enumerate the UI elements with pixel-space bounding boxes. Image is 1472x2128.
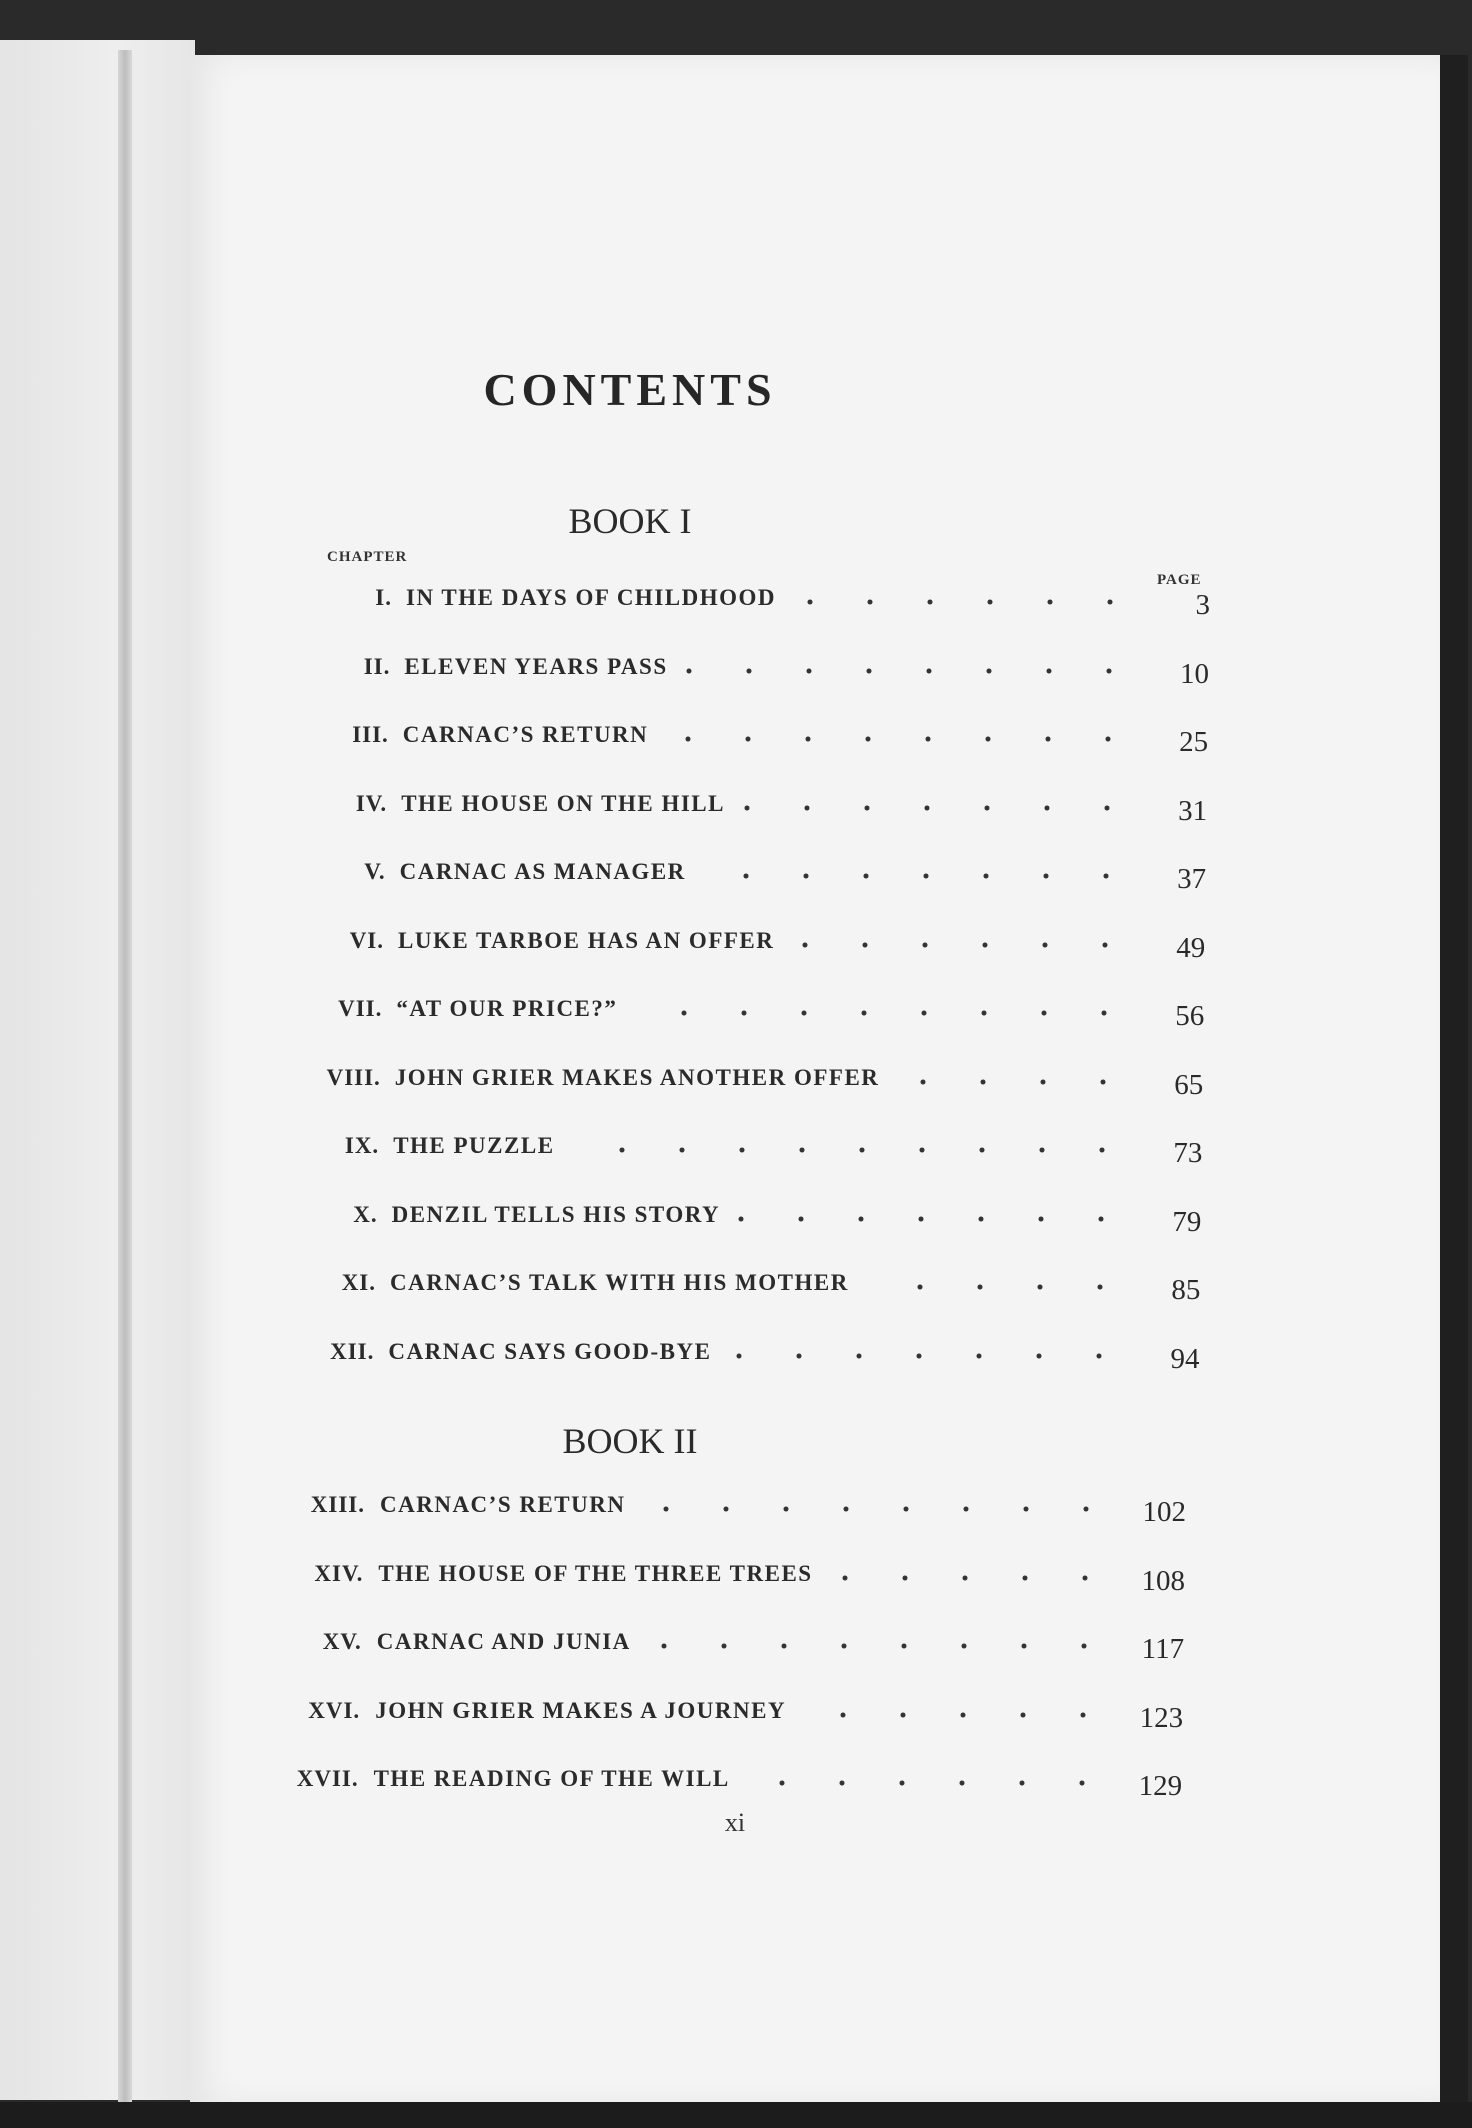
chapter-number: IV. xyxy=(355,790,388,816)
chapter-title: CARNAC’S TALK WITH HIS MOTHER xyxy=(390,1270,849,1295)
toc-entry xyxy=(0,1133,1440,1173)
page-number: 25 xyxy=(1179,726,1209,758)
chapter-title: JOHN GRIER MAKES ANOTHER OFFER xyxy=(394,1064,880,1090)
chapter-number: VI. xyxy=(349,927,384,953)
toc-entry xyxy=(0,585,1440,625)
page-title: CONTENTS xyxy=(483,364,777,415)
dot-leader xyxy=(725,1351,1129,1361)
chapter-title: CARNAC’S RETURN xyxy=(402,722,649,747)
page-number: 85 xyxy=(1171,1274,1201,1306)
chapter-title: CARNAC SAYS GOOD-BYE xyxy=(388,1338,712,1364)
toc-entry xyxy=(0,791,1440,831)
chapter-title: CARNAC’S RETURN xyxy=(380,1492,626,1517)
chapter-title: THE PUZZLE xyxy=(393,1133,555,1158)
toc-entry xyxy=(0,1202,1440,1242)
chapter-title: THE HOUSE ON THE HILL xyxy=(401,790,725,816)
chapter-number: XIII. xyxy=(310,1492,365,1517)
toc-entry xyxy=(0,1065,1440,1105)
toc-entry xyxy=(0,1561,1440,1601)
dot-leader xyxy=(639,1504,1116,1514)
toc-entry xyxy=(0,1766,1440,1806)
page-number: 37 xyxy=(1177,863,1207,895)
toc-entry xyxy=(0,1270,1440,1310)
chapter-number: I. xyxy=(375,585,392,610)
dot-leader xyxy=(826,1573,1115,1583)
page-number: 73 xyxy=(1173,1137,1203,1169)
page-number: 102 xyxy=(1142,1496,1186,1528)
book-1-heading: BOOK I xyxy=(568,501,692,541)
dot-leader xyxy=(631,1008,1134,1018)
chapter-title: CARNAC AS MANAGER xyxy=(399,859,686,884)
chapter-title: THE HOUSE OF THE THREE TREES xyxy=(378,1560,813,1586)
chapter-title: ELEVEN YEARS PASS xyxy=(404,653,668,679)
dot-leader xyxy=(681,666,1139,676)
chapter-number: VIII. xyxy=(326,1064,381,1090)
chapter-column-label: CHAPTER xyxy=(327,549,408,565)
chapter-title: DENZIL TELLS HIS STORY xyxy=(391,1201,721,1227)
toc-entry xyxy=(0,1492,1440,1532)
page-number: 129 xyxy=(1138,1770,1183,1802)
page-bottom-edge xyxy=(0,2102,1472,2128)
page-number: 123 xyxy=(1139,1701,1184,1734)
page-folio: xi xyxy=(724,1808,746,1837)
dot-leader xyxy=(645,1641,1114,1651)
chapter-number: II. xyxy=(363,653,391,679)
page-number: 117 xyxy=(1141,1633,1185,1665)
page-number: 79 xyxy=(1172,1205,1202,1238)
page-number: 56 xyxy=(1175,1000,1205,1032)
toc-entry xyxy=(0,1339,1440,1379)
dot-leader xyxy=(568,1145,1132,1155)
toc-entry xyxy=(0,1698,1440,1738)
chapter-title: “AT OUR PRICE?” xyxy=(396,996,618,1021)
page-number: 108 xyxy=(1141,1564,1186,1597)
dot-leader xyxy=(894,1077,1133,1087)
toc-entry xyxy=(0,722,1440,762)
chapter-number: XVII. xyxy=(296,1766,359,1791)
chapter-number: VII. xyxy=(338,996,383,1021)
dot-leader xyxy=(739,803,1137,813)
chapter-title: JOHN GRIER MAKES A JOURNEY xyxy=(375,1697,787,1723)
toc-entry xyxy=(0,654,1440,694)
dot-leader xyxy=(790,597,1140,607)
chapter-number: XV. xyxy=(322,1629,362,1654)
page-column-label: PAGE xyxy=(1157,572,1202,588)
chapter-number: IX. xyxy=(344,1133,380,1158)
dot-leader xyxy=(744,1778,1112,1788)
chapter-number: III. xyxy=(352,722,389,747)
chapter-number: X. xyxy=(353,1201,378,1227)
page-number: 49 xyxy=(1176,931,1206,964)
page-number: 3 xyxy=(1195,589,1210,621)
dot-leader xyxy=(735,1214,1131,1224)
page-number: 10 xyxy=(1180,657,1210,690)
toc-entry xyxy=(0,928,1440,968)
chapter-number: XVI. xyxy=(308,1697,361,1723)
chapter-title: CARNAC AND JUNIA xyxy=(376,1629,631,1654)
toc-entry xyxy=(0,996,1440,1036)
toc-entry xyxy=(0,1629,1440,1669)
chapter-title: IN THE DAYS OF CHILDHOOD xyxy=(406,585,776,610)
dot-leader xyxy=(700,871,1136,881)
chapter-number: XI. xyxy=(341,1270,376,1295)
chapter-title: THE READING OF THE WILL xyxy=(373,1766,730,1791)
page-number: 65 xyxy=(1174,1068,1204,1101)
chapter-title: LUKE TARBOE HAS AN OFFER xyxy=(398,927,775,953)
dot-leader xyxy=(788,940,1135,950)
chapter-number: XII. xyxy=(330,1338,375,1364)
book-2-heading: BOOK II xyxy=(562,1421,698,1461)
page-number: 31 xyxy=(1178,794,1208,827)
chapter-number: XIV. xyxy=(314,1560,364,1586)
dot-leader xyxy=(662,734,1138,744)
dot-leader xyxy=(863,1282,1130,1292)
page-number: 94 xyxy=(1170,1342,1200,1375)
toc-entry xyxy=(0,859,1440,899)
dot-leader xyxy=(800,1710,1113,1720)
chapter-number: V. xyxy=(364,859,386,884)
